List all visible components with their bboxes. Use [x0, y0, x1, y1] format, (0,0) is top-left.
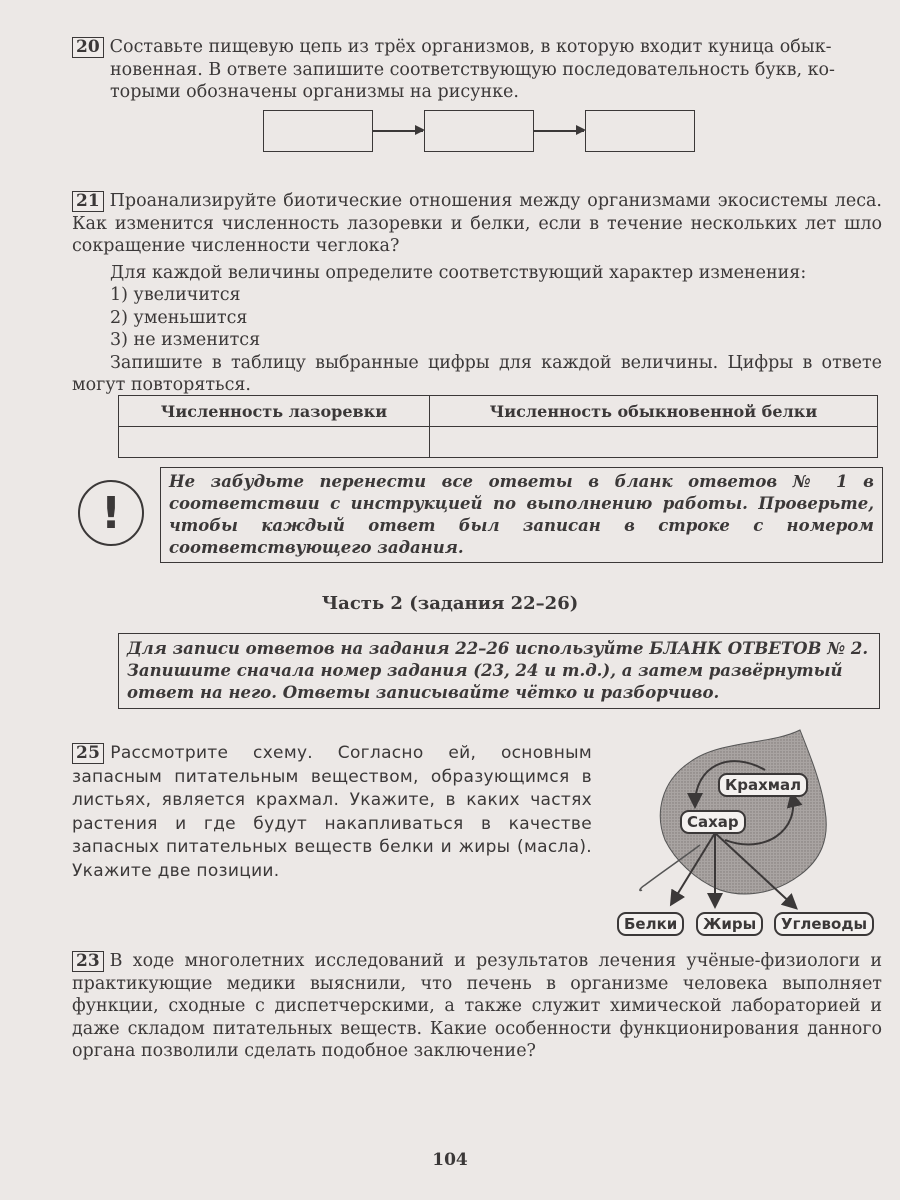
task-text-line: торыми обозначены организмы на рисунке.: [110, 82, 519, 102]
column-header: Численность обыкновенной белки: [429, 396, 877, 427]
chain-box-1[interactable]: [263, 110, 373, 152]
instruction-box: Для записи ответов на задания 22–26 используйте БЛАНК ОТВЕТОВ № 2. Запишите сначала номер задания (23, 24 и т.д.), а затем развёрнутый ответ на него. Ответы записывайте чётко и разборчиво.: [118, 633, 880, 709]
food-chain-answer: [263, 110, 693, 154]
carbohydrates-label: Углеводы: [774, 912, 874, 936]
task-25: [72, 742, 592, 883]
task-text: Рассмотрите схему. Согласно ей, основным запасным питательным веществом, образующимся в листьях, является крахмал. Укажите, в каких частях растения и где будут накапливаться в качестве запасных питательных веществ белки и жиры (масла). Укажите две позиции.: [72, 743, 592, 881]
arrow-right-icon: [534, 130, 584, 132]
sugar-label: Сахар: [680, 810, 746, 834]
answer-cell[interactable]: [429, 427, 877, 458]
task-23: [72, 950, 882, 1063]
proteins-label: Белки: [617, 912, 684, 936]
task-number: 20: [72, 37, 104, 58]
option: 1) увеличится: [110, 285, 241, 305]
exclamation-icon: !: [78, 480, 144, 546]
chain-box-3[interactable]: [585, 110, 695, 152]
leaf-diagram: [600, 700, 890, 950]
warning-box: Не забудьте перенести все ответы в бланк ответов № 1 в соответствии с инструкцией по выполнению работы. Проверьте, чтобы каждый ответ был записан в строке с номером соответствующего задания.: [160, 467, 883, 563]
table-instruction: Запишите в таблицу выбранные цифры для каждой величины. Цифры в ответе могут повторяться.: [72, 352, 882, 395]
answer-table: [118, 395, 878, 458]
task-21: [72, 190, 882, 397]
task-number: 23: [72, 951, 104, 972]
task-number: 25: [72, 743, 104, 764]
task-text-line: Составьте пищевую цепь из трёх организмов, в которую входит куница обык-: [109, 37, 832, 57]
option: 3) не изменится: [110, 330, 261, 350]
starch-label: Крахмал: [718, 773, 808, 797]
task-instruction: Для каждой величины определите соответствующий характер изменения:: [110, 262, 807, 283]
answer-cell[interactable]: [119, 427, 430, 458]
task-text-line: новенная. В ответе запишите соответствующую последовательность букв, ко-: [110, 59, 835, 80]
chain-box-2[interactable]: [424, 110, 534, 152]
column-header: Численность лазоревки: [119, 396, 430, 427]
task-text: В ходе многолетних исследований и результатов лечения учёные-физиологи и практикующие медики выяснили, что печень в организме человека выполняет функции, сходные с диспетчерскими, а также служит химической лабораторией и даже складом питательных веществ. Какие особенности функционирования данного органа позволили сделать подобное заключение?: [72, 951, 882, 1061]
arrow-right-icon: [373, 130, 423, 132]
page-number: 104: [432, 1150, 468, 1170]
task-intro: Проанализируйте биотические отношения между организмами экосистемы леса. Как изменится численность лазоревки и белки, если в течение нескольких лет шло сокращение численности чеглока?: [72, 191, 882, 256]
task-number: 21: [72, 191, 104, 212]
fats-label: Жиры: [696, 912, 763, 936]
option: 2) уменьшится: [110, 307, 248, 328]
section-title: Часть 2 (задания 22–26): [321, 593, 579, 614]
task-20: [72, 36, 882, 104]
